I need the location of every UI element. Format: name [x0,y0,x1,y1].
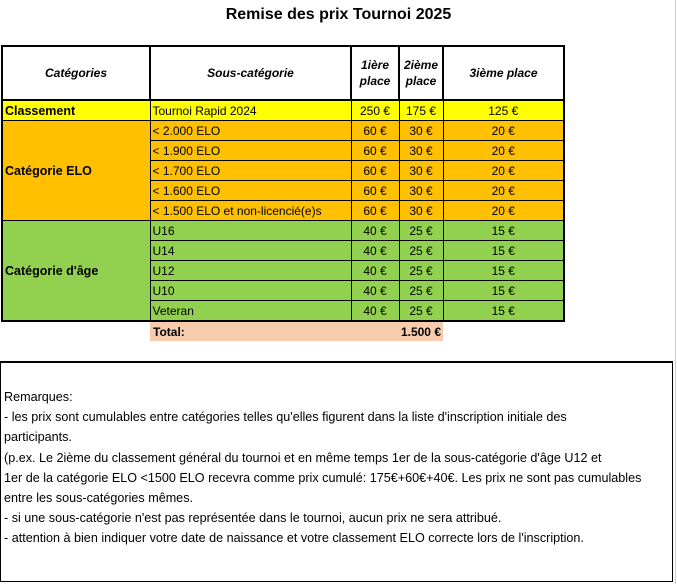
first-prize-cell: 60 € [351,201,399,221]
sheet-edge [675,0,676,584]
first-prize-cell: 40 € [351,221,399,241]
remarks-line: - les prix sont cumulables entre catégories telles qu'elles figurent dans la liste d'inscription initiale des [4,410,567,425]
first-prize-cell: 60 € [351,121,399,141]
first-prize-cell: 250 € [351,100,399,121]
total-label: Total: [150,321,351,341]
total-spacer [2,321,150,341]
subcategory-cell: < 1.600 ELO [150,181,351,201]
header-subcategory: Sous-catégorie [150,46,351,100]
third-prize-cell: 20 € [443,161,564,181]
category-classement: Classement [2,100,150,121]
header-first-place: 1ière place [351,46,399,100]
third-prize-cell: 15 € [443,301,564,322]
header-categories: Catégories [2,46,150,100]
table-row [2,221,564,241]
remarks-line: - attention à bien indiquer votre date de naissance et votre classement ELO correcte lors de l'inscription. [4,531,584,546]
remarks-line: - si une sous-catégorie n'est pas représentée dans le tournoi, aucun prix ne sera attribué. [4,511,502,526]
category-elo: Catégorie ELO [2,121,150,221]
first-prize-cell: 40 € [351,261,399,281]
first-prize-cell: 40 € [351,301,399,322]
second-prize-cell: 30 € [399,201,443,221]
subcategory-cell: U16 [150,221,351,241]
total-value: 1.500 € [351,321,443,341]
page-title: Remise des prix Tournoi 2025 [225,6,452,23]
subcategory-cell: < 1.700 ELO [150,161,351,181]
remarks-line: 1er de la catégorie ELO <1500 ELO recevra comme prix cumulé: 175€+60€+40€. Les prix ne sont pas cumulables [4,470,642,485]
third-prize-cell: 20 € [443,121,564,141]
total-spacer [443,321,564,341]
second-prize-cell: 30 € [399,121,443,141]
third-prize-cell: 15 € [443,241,564,261]
third-prize-cell: 15 € [443,281,564,301]
second-prize-cell: 25 € [399,261,443,281]
first-prize-cell: 60 € [351,141,399,161]
subcategory-cell: < 2.000 ELO [150,121,351,141]
remarks-line: entre les sous-catégories mêmes. [4,491,193,506]
second-prize-cell: 175 € [399,100,443,121]
subcategory-cell: Veteran [150,301,351,322]
third-prize-cell: 125 € [443,100,564,121]
remarks-line: Remarques: [4,390,73,404]
prize-table [1,45,565,341]
category-age: Catégorie d'âge [2,221,150,322]
remarks-line: participants. [4,430,72,445]
subcategory-cell: U12 [150,261,351,281]
table-row [2,100,564,121]
third-prize-cell: 20 € [443,181,564,201]
subcategory-cell: < 1.500 ELO et non-licencié(e)s [150,201,351,221]
first-prize-cell: 60 € [351,161,399,181]
first-prize-cell: 40 € [351,281,399,301]
subcategory-cell: < 1.900 ELO [150,141,351,161]
third-prize-cell: 20 € [443,201,564,221]
third-prize-cell: 15 € [443,221,564,241]
second-prize-cell: 25 € [399,281,443,301]
subcategory-cell: U14 [150,241,351,261]
header-third-place: 3ième place [443,46,564,100]
table-row [2,121,564,141]
first-prize-cell: 60 € [351,181,399,201]
second-prize-cell: 25 € [399,301,443,322]
first-prize-cell: 40 € [351,241,399,261]
second-prize-cell: 25 € [399,221,443,241]
third-prize-cell: 15 € [443,261,564,281]
header-second-place: 2ième place [399,46,443,100]
second-prize-cell: 30 € [399,181,443,201]
remarks-box [0,361,673,582]
subcategory-cell: Tournoi Rapid 2024 [150,100,351,121]
subcategory-cell: U10 [150,281,351,301]
third-prize-cell: 20 € [443,141,564,161]
second-prize-cell: 25 € [399,241,443,261]
total-row [2,321,564,341]
remarks-line: (p.ex. Le 2ième du classement général du tournoi et en même temps 1er de la sous-catégorie d'âge U12 et [4,450,602,465]
second-prize-cell: 30 € [399,141,443,161]
header-row [2,46,564,100]
second-prize-cell: 30 € [399,161,443,181]
